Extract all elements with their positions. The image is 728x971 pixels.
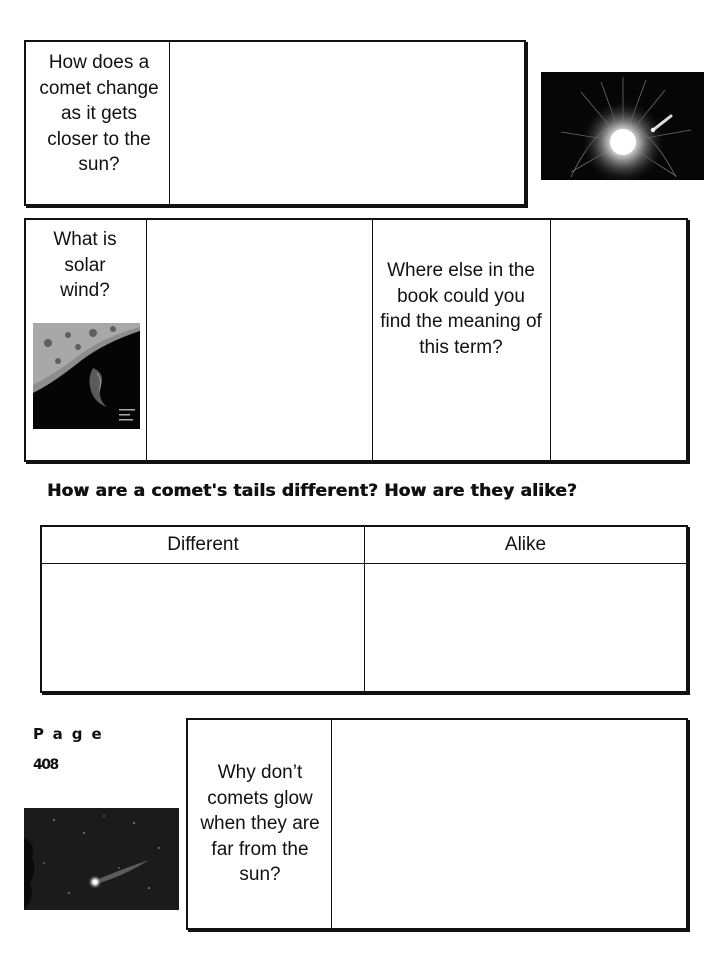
different-answer-cell[interactable] bbox=[42, 565, 363, 691]
page-label: Page bbox=[33, 725, 111, 743]
book-location-question: Where else in the book could you find the meaning of this term? bbox=[380, 260, 542, 358]
comet-change-question: How does a comet change as it gets closer to the sun? bbox=[39, 52, 159, 175]
tails-heading: How are a comet's tails different? How are they alike? bbox=[47, 481, 577, 501]
solar-wind-question-box bbox=[24, 218, 688, 462]
comet-night-sky-photo bbox=[24, 808, 179, 910]
book-location-answer-area[interactable] bbox=[552, 220, 686, 460]
column-header-alike: Alike bbox=[504, 534, 547, 555]
comet-change-answer-area[interactable] bbox=[171, 42, 524, 204]
tails-compare-table bbox=[40, 525, 688, 693]
comet-change-question-box bbox=[24, 40, 526, 206]
page-number: 408 bbox=[33, 757, 58, 773]
column-header-different: Different bbox=[167, 534, 239, 555]
alike-answer-cell[interactable] bbox=[366, 565, 686, 691]
comet-glow-answer-area[interactable] bbox=[333, 720, 686, 928]
solar-wind-answer-area[interactable] bbox=[148, 220, 371, 460]
comet-glow-question: Why don’t comets glow when they are far from the sun? bbox=[200, 762, 320, 885]
comet-glow-question-box bbox=[186, 718, 688, 930]
solar-wind-question: What is solar wind? bbox=[53, 229, 117, 301]
solar-wind-photo bbox=[33, 323, 140, 429]
sun-comet-photo bbox=[541, 72, 704, 180]
